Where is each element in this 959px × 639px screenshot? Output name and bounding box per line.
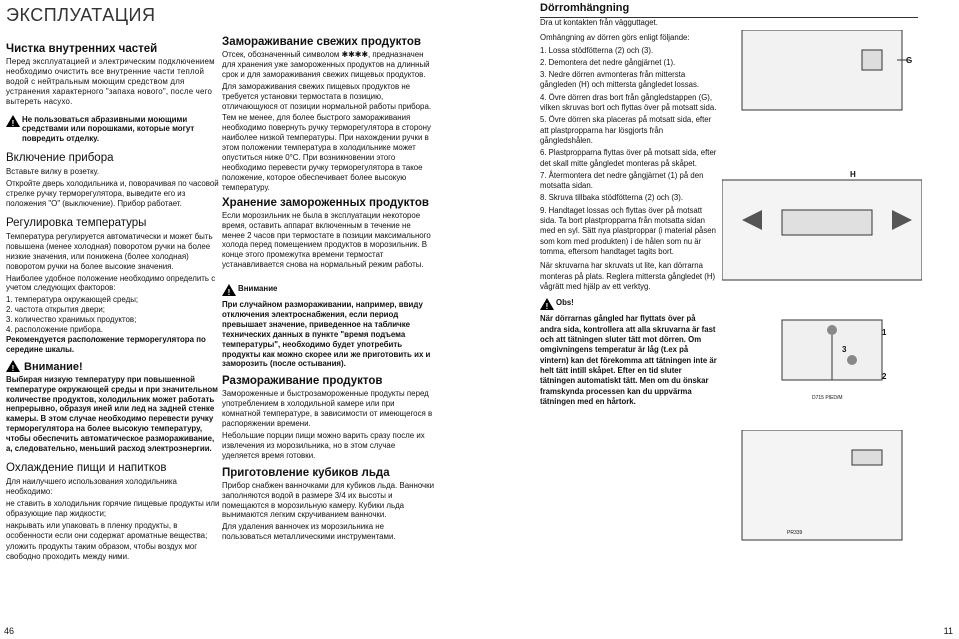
step: 4. Övre dörren dras bort från gångledstappen (G), vilken skruvas bort och flyttas över på motsatt sida. — [540, 92, 717, 113]
warning-icon — [222, 284, 236, 296]
step: 7. Återmontera det nedre gångjärnet (1) på den motsatta sidan. — [540, 170, 704, 191]
middle-hinge-illustration — [722, 160, 922, 300]
step: 3. Nedre dörren avmonteras från mittersta gångleden (H) och mittersta gångledet lossas. — [540, 70, 700, 90]
right-heading: Dörromhängning — [540, 2, 630, 14]
switch-on-p1: Вставьте вилку в розетку. — [6, 167, 100, 177]
step: 9. Handtaget lossas och flyttas över på motsatt sida. Ta bort plastpropparna från motsatta sidan med en syl. Sätt nya plastproppar (i material påsen som kom med produkten) i de hålen som nu är tomma, eftersom handtaget tagits bort. — [540, 205, 716, 256]
storage-heading: Хранение замороженных продуктов — [222, 196, 429, 209]
cooling-p1: Для наилучшего использования холодильника необходимо: — [6, 477, 177, 496]
svg-text:!: ! — [11, 363, 15, 372]
temp-heading: Регулировка температуры — [6, 216, 147, 229]
step: 6. Plastpropparna flyttas över på motsatt sida, efter det skall mitte gångledet monteras på skåpet. — [540, 148, 717, 168]
hinge-figure-bottom — [722, 300, 922, 410]
storage-p1: Если морозильник не была в эксплуатации некоторое время, оставить аппарат включенным в течение не менее 2 часов при термостате в позиции максимального холода перед помещением продуктов в морозильник. В конце этого промежутка времени термостат устанавливается снова на нормальный режим работы. — [222, 210, 431, 270]
hinge-figure-top — [722, 30, 922, 180]
cooling-heading: Охлаждение пищи и напитков — [6, 462, 167, 474]
attention-heading — [6, 361, 222, 373]
figure-code-2: PR339 — [787, 530, 803, 536]
step: 5. Övre dörren ska placeras på motsatt sida, efter att plastpropparna har lösgjorts från gångledshålen. — [540, 115, 712, 145]
defrost-p2: Небольшие порции пищи можно варить сразу после их извлечения из морозильника, но в этом случае уделяется время готовки. — [222, 431, 425, 460]
page-number-left: 46 — [4, 626, 15, 636]
cleaning-warning-text: Не пользоваться абразивными моющими средствами или порошками, которые могут повредить отделку. — [22, 114, 195, 144]
switch-on-heading: Включение прибора — [6, 152, 114, 165]
label-h: H — [850, 170, 856, 179]
temp-p2: Наиболее удобное положение необходимо определить с учетом следующих факторов: — [6, 273, 216, 293]
page-number-right: 11 — [943, 626, 953, 636]
attention-title: Внимание! — [24, 360, 83, 373]
step: 2. Demontera det nedre gångjärnet (1). — [540, 57, 676, 67]
temp-recommendation: Рекомендуется расположение терморегулятора по середине шкалы. — [6, 334, 206, 354]
temp-item: 2. частота открытия двери; — [6, 305, 105, 315]
lower-door-illustration — [722, 430, 922, 550]
label-1: 1 — [882, 328, 887, 337]
right-column — [540, 0, 718, 409]
attention-text: Выбирая низкую температуру при повышенной температуре окружающей среды и при значительном количестве продуктов, холодильник может работать непрерывно, образуя иней или лед на задней стенке камеры. В этом случае необходимо перевести ручку терморегулятора на более высокую температуру, чтобы обеспечить автоматическое размораживание, а, следовательно, меньший расход электроэнергии. — [6, 374, 218, 454]
right-intro2: Omhängning av dörren görs enligt följande: — [540, 33, 690, 43]
cooling-p4: уложить продукты таким образом, чтобы воздух мог свободно проходить между ними. — [6, 542, 198, 562]
step: 8. Skruva tillbaka stödfötterna (2) och (3). — [540, 193, 684, 203]
middle-attention-title: Внимание — [238, 284, 278, 294]
svg-text:!: ! — [227, 288, 231, 297]
temp-item: 3. количество хранимых продуктов; — [6, 315, 137, 325]
cleaning-heading: Чистка внутренних частей — [6, 43, 158, 55]
warning-icon — [6, 115, 20, 127]
middle-attention-text: При случайном размораживании, например, ввиду отключения электроснабжения, если период превышает значение, приведенное на табличке технических данных в пункте "время подъема температуры", необходимо будет употребить продукты как можно скорее или же приготовить их и заморозить (после остывания). — [222, 300, 431, 369]
bottom-hinge-illustration — [722, 300, 922, 410]
temp-item: 4. расположение прибора. — [6, 325, 103, 335]
ice-p1: Прибор снабжен ванночками для кубиков льда. Ванночки заполняются водой в размере 3/4 их высоты и помещаются в морозильную камеру. Кубики льда вынимаются легким скручиванием ванночки. — [222, 480, 434, 520]
obs-text: När dörrarnas gångled har flyttats över på andra sida, kontrollera att alla skruvarna är fast och att tätningen sluter tätt mot dörren. Om omgivningens temperatur är låg (t.ex på vintern) kan det förekomma att tätningen inte är helt tätt intill skåpet. Efter en tid sluter tätningen automatiskt tätt. Men om du önskar framskynda processen kan du uppvärma tätningen med en hårtork. — [540, 314, 717, 406]
label-g: G — [906, 56, 913, 65]
hinge-figure-lower — [722, 430, 922, 550]
ice-p2: Для удаления ванночек из морозильника не пользоваться металлическими инструментами. — [222, 522, 396, 542]
cooling-p3: накрывать или упаковать в пленку продукты, в особенности если они содержат ароматные вещества; — [6, 520, 208, 540]
warning-icon — [540, 298, 554, 310]
step: 1. Lossa stödfötterna (2) och (3). — [540, 45, 654, 55]
cleaning-warning — [6, 115, 222, 145]
label-3: 3 — [842, 345, 847, 354]
label-2: 2 — [882, 372, 887, 381]
warning-icon — [6, 360, 20, 372]
obs-block — [540, 298, 718, 311]
page-title: ЭКСПЛУАТАЦИЯ — [6, 5, 156, 25]
svg-text:!: ! — [11, 118, 15, 127]
defrost-heading: Размораживание продуктов — [222, 375, 383, 388]
obs-title: Obs! — [556, 298, 574, 308]
defrost-p1: Замороженные и быстрозамороженные продукты перед употреблением в холодильной камере или при комнатной температуре, в зависимости от имеющегося в распоряжении времени. — [222, 389, 433, 429]
freezing-p3: Тем не менее, для более быстрого замораживания необходимо повернуть ручку терморегулятора в сторону наиболее низкой температуры. При нахождении ручки в этом положении температура в холодильнике может опуститься ниже 0°С. При возникновении этого необходимо перевести ручку терморегулятора в такое положение, которое обеспечивает более высокую температуру. — [222, 113, 431, 192]
temp-p1: Температура регулируется автоматически и может быть повышена (менее холодная) поворотом ручки на более низкие значения, или понижена (более холодная) поворотом ручки на более высокие значения. — [6, 231, 213, 271]
freezing-p2: Для замораживания свежих пищевых продуктов не требуется установки термостата в позицию, отличающуюся от позиции нормальной работы прибора. — [222, 81, 432, 111]
middle-column — [222, 36, 434, 544]
after-text: När skruvarna har skruvats ut lite, kan dörrarna monteras på plats. Reglera mittersta gångledet (H) vågrätt med hjälp av ett verktyg. — [540, 261, 716, 291]
switch-on-p2: Откройте дверь холодильника и, поворачивая по часовой стрелке ручку терморегулятора, выведите его из положения "O" (выключение). Прибор работает. — [6, 179, 219, 208]
svg-text:!: ! — [545, 302, 549, 311]
right-intro: Dra ut kontakten från vägguttaget. — [540, 18, 658, 27]
ice-heading: Приготовление кубиков льда — [222, 466, 390, 479]
temp-item: 1. температура окружающей среды; — [6, 295, 139, 305]
hinge-figure-middle — [722, 160, 922, 300]
fridge-top-illustration — [722, 30, 922, 180]
freezing-heading: Замораживание свежих продуктов — [222, 36, 421, 48]
middle-attention — [222, 284, 434, 297]
figure-code-1: D715 PIED/M — [812, 395, 843, 401]
left-column — [6, 0, 222, 564]
cleaning-text: Перед эксплуатацией и электрическим подключением необходимо очистить все внутренние части теплой водой с нейтральным моющим средством для устранения характерного "запаха нового", после чего вытереть насухо. — [6, 57, 215, 106]
cooling-p2: не ставить в холодильник горячие пищевые продукты или образующие пар жидкости; — [6, 498, 220, 518]
freezing-p1: Отсек, обозначенный символом ✱✱✱✱, предназначен для хранения уже замороженных продуктов на длинный срок и для замораживания свежих пищевых продуктов. — [222, 50, 430, 79]
